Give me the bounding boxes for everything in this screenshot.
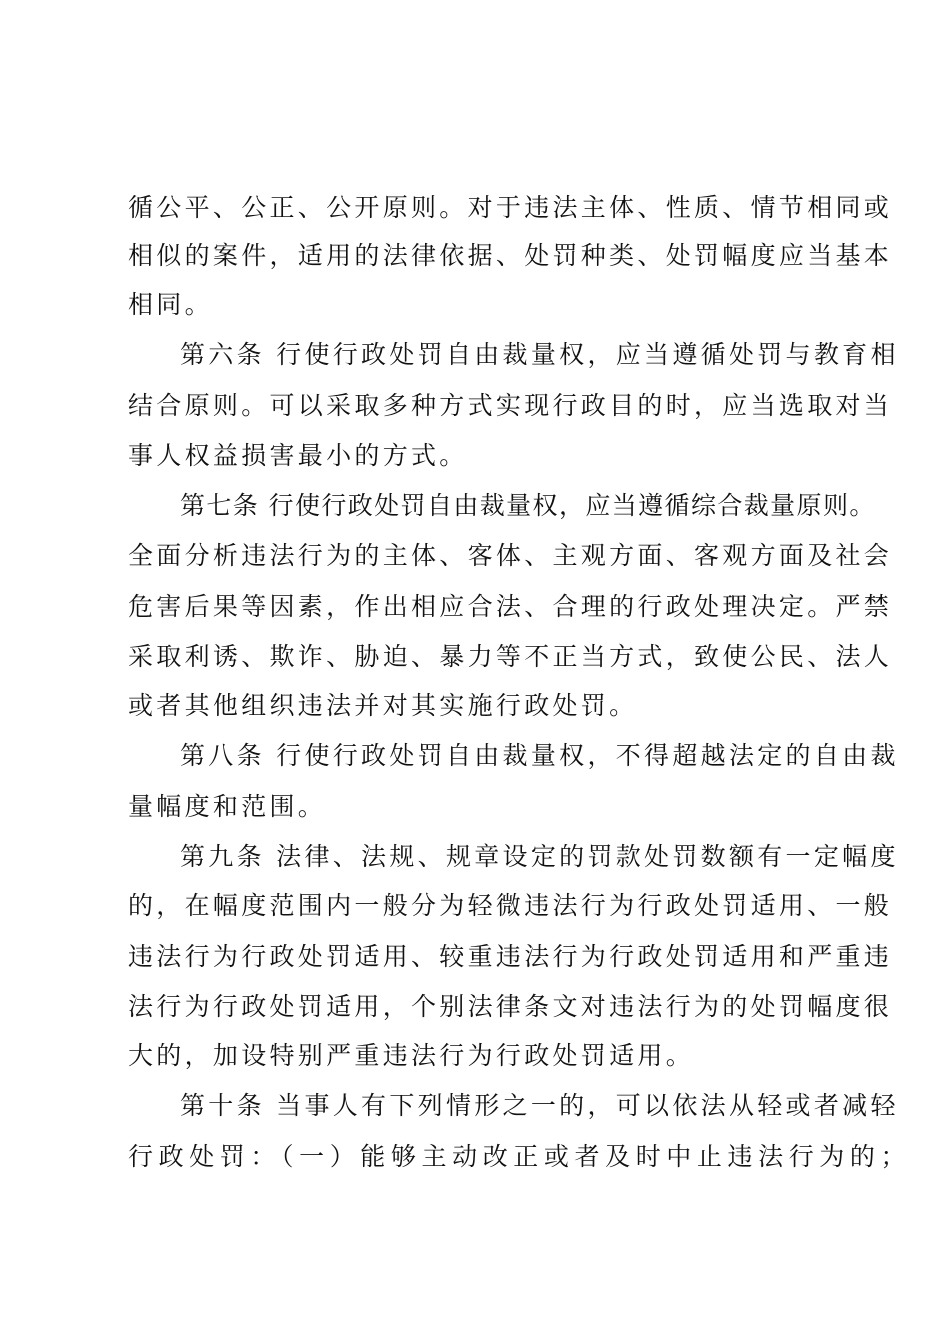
text-line: 大的，加设特别严重违法行为行政处罚适用。 xyxy=(128,1041,695,1070)
article-6-heading-line: 第六条 行使行政处罚自由裁量权，应当遵循处罚与教育相 xyxy=(180,340,899,369)
text-line: 法行为行政处罚适用，个别法律条文对违法行为的处罚幅度很 xyxy=(128,992,893,1021)
text-line: 或者其他组织违法并对其实施行政处罚。 xyxy=(128,691,638,720)
text-line: 结合原则。可以采取多种方式实现行政目的时，应当选取对当 xyxy=(128,391,893,420)
text-line: 的，在幅度范围内一般分为轻微违法行为行政处罚适用、一般 xyxy=(128,891,893,920)
text-line: 采取利诱、欺诈、胁迫、暴力等不正当方式，致使公民、法人 xyxy=(128,642,893,671)
text-line: 行政处罚：（一）能够主动改正或者及时中止违法行为的； xyxy=(128,1142,912,1171)
text-line: 违法行为行政处罚适用、较重违法行为行政处罚适用和严重违 xyxy=(128,942,893,971)
text-line: 量幅度和范围。 xyxy=(128,792,327,821)
article-10-heading-line: 第十条 当事人有下列情形之一的，可以依法从轻或者减轻 xyxy=(180,1091,899,1120)
text-line: 相同。 xyxy=(128,290,213,319)
article-7-heading-line: 第七条 行使行政处罚自由裁量权，应当遵循综合裁量原则。 xyxy=(180,491,876,520)
article-9-heading-line: 第九条 法律、法规、规章设定的罚款处罚数额有一定幅度 xyxy=(180,842,899,871)
text-line: 相似的案件，适用的法律依据、处罚种类、处罚幅度应当基本 xyxy=(128,241,893,270)
article-8-heading-line: 第八条 行使行政处罚自由裁量权，不得超越法定的自由裁 xyxy=(180,741,899,770)
text-line: 危害后果等因素，作出相应合法、合理的行政处理决定。严禁 xyxy=(128,592,893,621)
text-line: 循公平、公正、公开原则。对于违法主体、性质、情节相同或 xyxy=(128,193,893,222)
text-line: 全面分析违法行为的主体、客体、主观方面、客观方面及社会 xyxy=(128,541,893,570)
text-line: 事人权益损害最小的方式。 xyxy=(128,441,468,470)
